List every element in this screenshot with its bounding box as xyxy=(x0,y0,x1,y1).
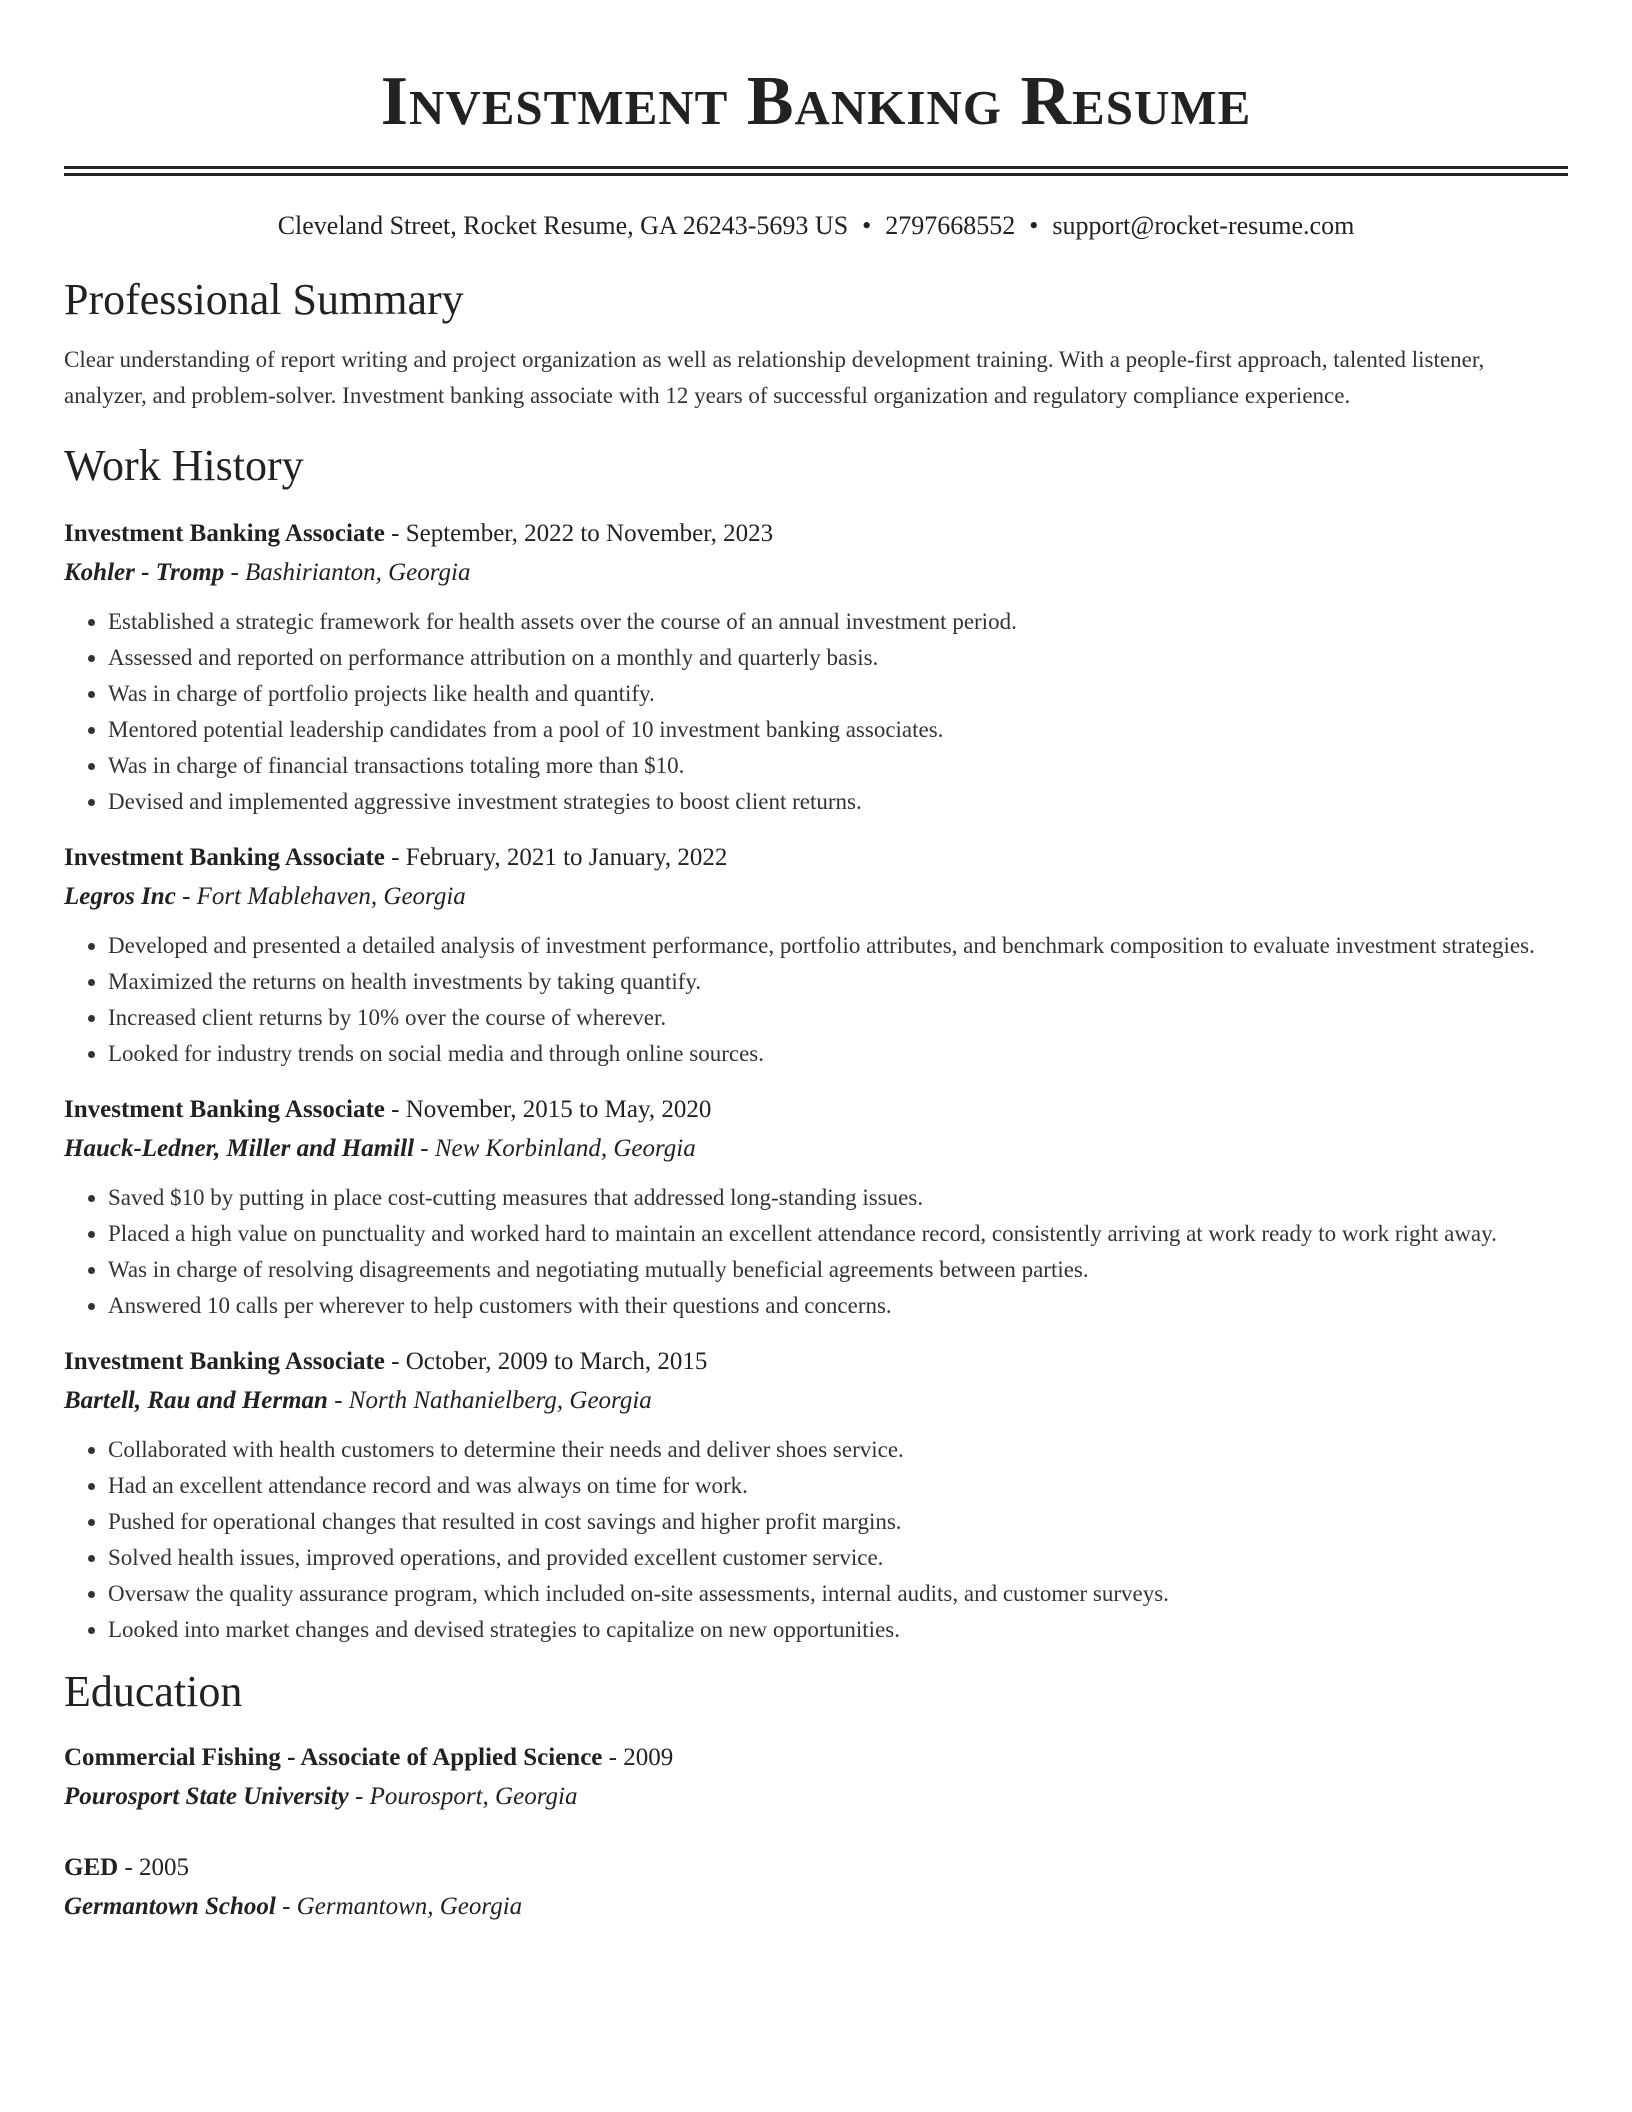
job-entry xyxy=(64,838,1568,1072)
job-bullet: • Oversaw the quality assurance program, which included on-site assessments, internal audits, and customer surveys. xyxy=(108,1576,1568,1612)
title-double-rule xyxy=(64,166,1568,176)
education-school-line xyxy=(64,1888,1568,1926)
job-title: Investment Banking Associate xyxy=(64,844,385,871)
education-location: - Germantown, Georgia xyxy=(275,1893,523,1920)
job-bullet: • Looked for industry trends on social media and through online sources. xyxy=(108,1036,1568,1072)
job-bullet: • Established a strategic framework for health assets over the course of an annual investment period. xyxy=(108,604,1568,640)
job-company: Kohler - Tromp xyxy=(64,559,225,586)
summary-heading: Professional Summary xyxy=(64,275,464,324)
job-location: - Bashirianton, Georgia xyxy=(224,559,471,586)
education-year: - 2005 xyxy=(118,1854,190,1881)
education-degree: GED xyxy=(64,1854,119,1881)
resume-title: Investment Banking Resume xyxy=(380,63,1252,140)
job-bullets xyxy=(64,604,1568,820)
education-degree-line xyxy=(64,1738,1568,1778)
job-bullet: • Mentored potential leadership candidates from a pool of 10 investment banking associates. xyxy=(108,712,1568,748)
contact-phone: 2797668552 xyxy=(885,211,1016,240)
job-bullet: • Saved $10 by putting in place cost-cutting measures that addressed long-standing issues. xyxy=(108,1180,1568,1216)
job-bullets xyxy=(64,1432,1568,1648)
job-company-line xyxy=(64,1130,1568,1168)
job-entry xyxy=(64,514,1568,820)
job-dates: - October, 2009 to March, 2015 xyxy=(384,1348,708,1375)
job-title-line xyxy=(64,838,1568,878)
job-bullet: • Placed a high value on punctuality and worked hard to maintain an excellent attendance record, consistently arriving at work ready to work right away. xyxy=(108,1216,1568,1252)
job-title-line xyxy=(64,1342,1568,1382)
job-bullet: • Had an excellent attendance record and was always on time for work. xyxy=(108,1468,1568,1504)
job-bullet: • Answered 10 calls per wherever to help customers with their questions and concerns. xyxy=(108,1288,1568,1324)
contact-line xyxy=(64,208,1568,244)
education-year: - 2009 xyxy=(602,1744,674,1771)
job-bullets xyxy=(64,1180,1568,1324)
job-company-line xyxy=(64,878,1568,916)
job-location: - New Korbinland, Georgia xyxy=(414,1135,696,1162)
job-bullet: • Pushed for operational changes that resulted in cost savings and higher profit margins. xyxy=(108,1504,1568,1540)
job-title: Investment Banking Associate xyxy=(64,520,385,547)
job-bullet: • Increased client returns by 10% over the course of wherever. xyxy=(108,1000,1568,1036)
job-bullet: • Was in charge of financial transactions totaling more than $10. xyxy=(108,748,1568,784)
job-bullet: • Assessed and reported on performance attribution on a monthly and quarterly basis. xyxy=(108,640,1568,676)
job-location: - North Nathanielberg, Georgia xyxy=(327,1387,652,1414)
job-company: Hauck-Ledner, Miller and Hamill xyxy=(64,1135,415,1162)
contact-address: Cleveland Street, Rocket Resume, GA 26243-5693 US xyxy=(277,211,849,240)
job-title: Investment Banking Associate xyxy=(64,1096,385,1123)
job-entry xyxy=(64,1342,1568,1648)
education-school: Pourosport State University xyxy=(64,1783,349,1810)
job-bullet: • Devised and implemented aggressive investment strategies to boost client returns. xyxy=(108,784,1568,820)
job-bullet: • Maximized the returns on health investments by taking quantify. xyxy=(108,964,1568,1000)
job-bullet: • Collaborated with health customers to determine their needs and deliver shoes service. xyxy=(108,1432,1568,1468)
job-company-line xyxy=(64,1382,1568,1420)
education-school: Germantown School xyxy=(64,1893,276,1920)
job-company-line xyxy=(64,554,1568,592)
job-title: Investment Banking Associate xyxy=(64,1348,385,1375)
job-bullet: • Was in charge of portfolio projects like health and quantify. xyxy=(108,676,1568,712)
job-bullet: • Developed and presented a detailed analysis of investment performance, portfolio attributes, and benchmark composition to evaluate investment strategies. xyxy=(108,928,1568,964)
summary-text: Clear understanding of report writing and project organization as well as relationship development training. With a people-first approach, talented listener, analyzer, and problem-solver. Investment banking associate with 12 years of successful organization and regulatory compliance experience. xyxy=(64,347,1485,408)
job-company: Legros Inc xyxy=(64,883,176,910)
education-entry xyxy=(64,1738,1568,1816)
job-dates: - February, 2021 to January, 2022 xyxy=(384,844,728,871)
job-dates: - November, 2015 to May, 2020 xyxy=(384,1096,712,1123)
contact-separator: • xyxy=(1029,211,1039,240)
education-location: - Pourosport, Georgia xyxy=(348,1783,578,1810)
education-degree-line xyxy=(64,1848,1568,1888)
education-degree: Commercial Fishing - Associate of Applied Science xyxy=(64,1744,603,1771)
job-bullets xyxy=(64,928,1568,1072)
contact-separator: • xyxy=(862,211,872,240)
work-history-heading: Work History xyxy=(64,441,304,490)
job-entry xyxy=(64,1090,1568,1324)
job-location: - Fort Mablehaven, Georgia xyxy=(175,883,466,910)
job-title-line xyxy=(64,514,1568,554)
job-bullet: • Solved health issues, improved operations, and provided excellent customer service. xyxy=(108,1540,1568,1576)
job-company: Bartell, Rau and Herman xyxy=(64,1387,328,1414)
contact-email: support@rocket-resume.com xyxy=(1052,211,1355,240)
education-heading: Education xyxy=(64,1667,243,1716)
job-dates: - September, 2022 to November, 2023 xyxy=(384,520,774,547)
job-bullet: • Was in charge of resolving disagreements and negotiating mutually beneficial agreements between parties. xyxy=(108,1252,1568,1288)
education-school-line xyxy=(64,1778,1568,1816)
job-title-line xyxy=(64,1090,1568,1130)
job-bullet: • Looked into market changes and devised strategies to capitalize on new opportunities. xyxy=(108,1612,1568,1648)
education-entry xyxy=(64,1848,1568,1926)
